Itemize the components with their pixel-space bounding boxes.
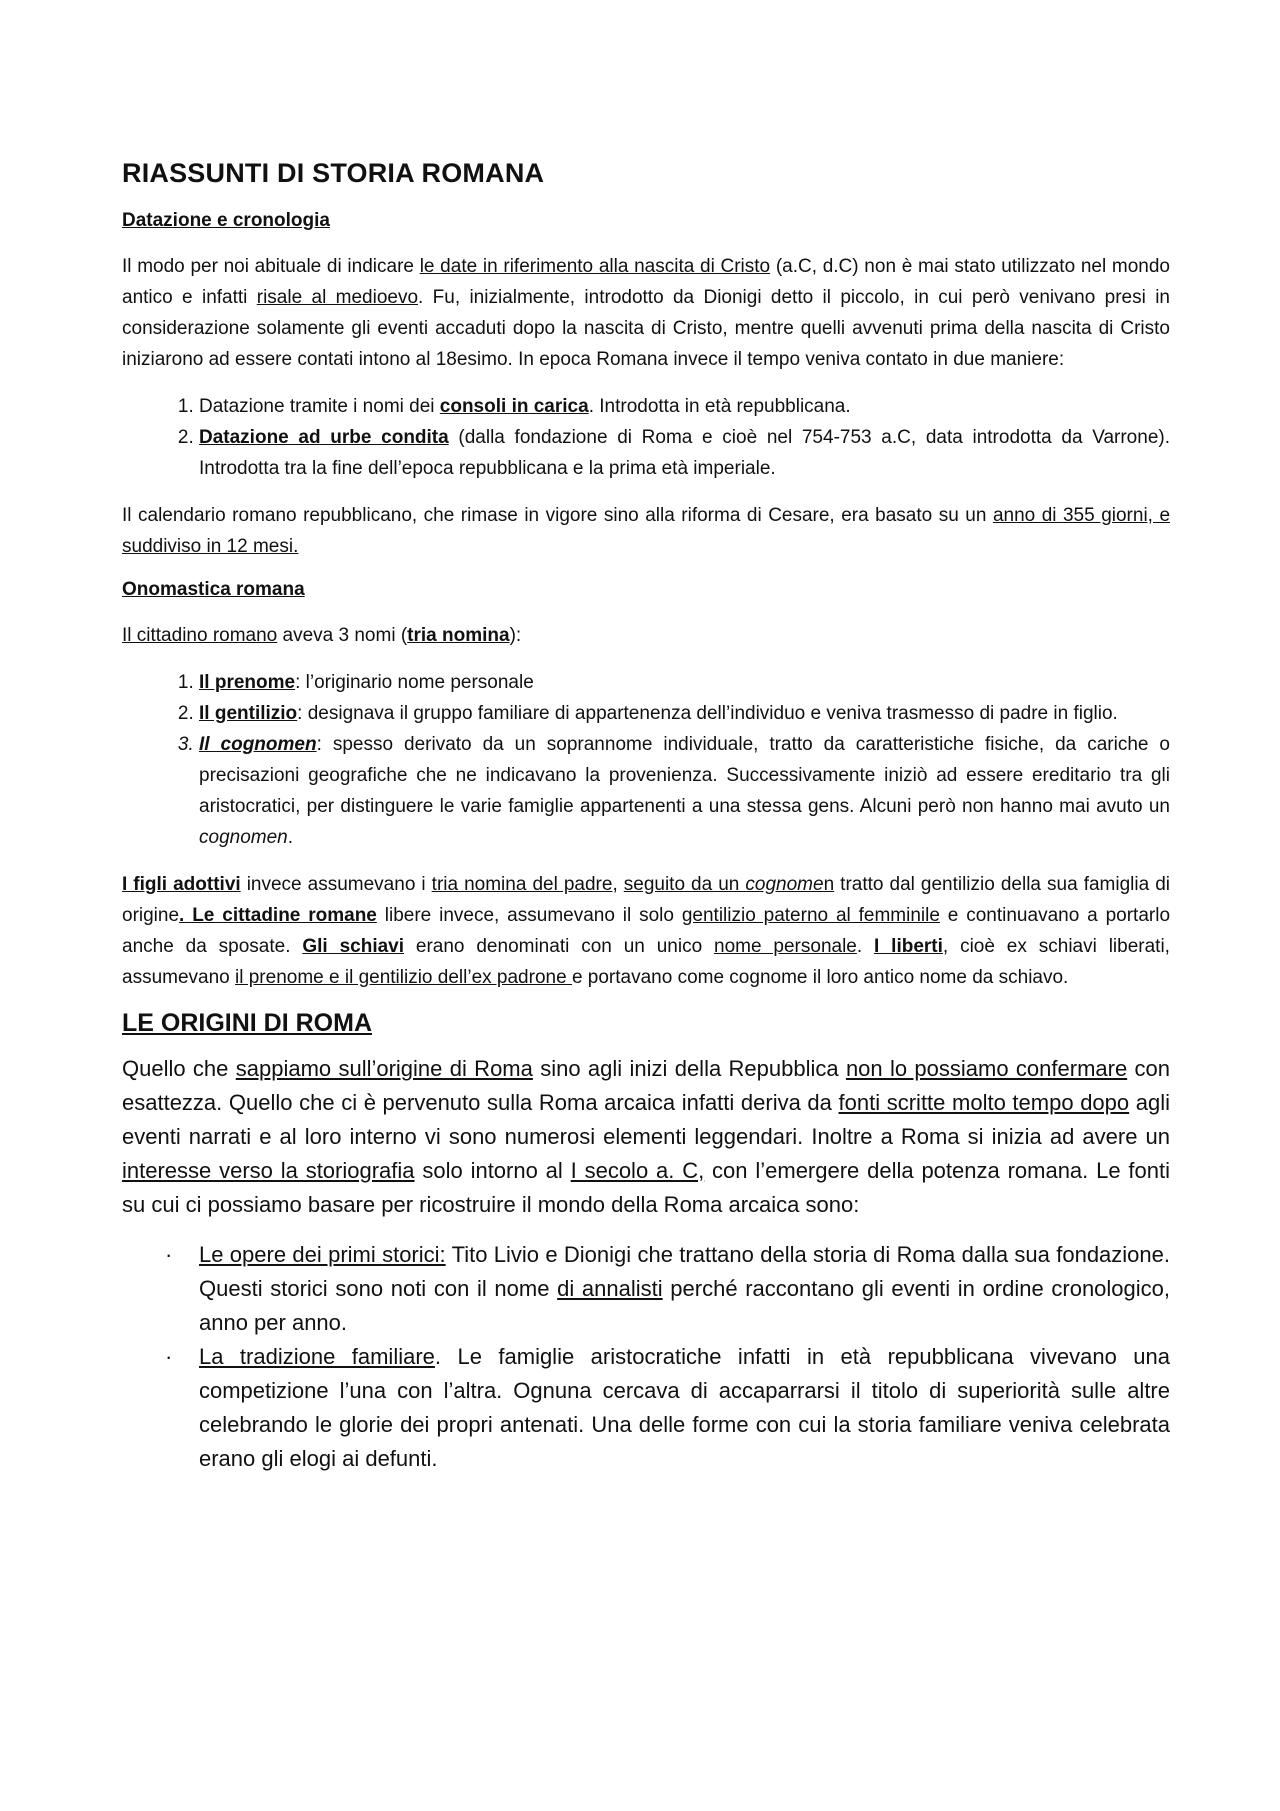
text: . bbox=[856, 936, 875, 957]
text: Il calendario romano repubblicano, che rimase in vigore sino alla riforma di Cesare, era basato su un bbox=[122, 505, 993, 526]
underlined-text: nome personale bbox=[714, 936, 857, 957]
bold-underlined-text: Il cognomen bbox=[199, 734, 317, 755]
underlined-text: seguito da un bbox=[623, 874, 746, 895]
text: agli eventi narrati e al loro interno vi sono numerosi elementi leggendari. Inoltre a Roma si inizia ad avere un bbox=[122, 1090, 1171, 1149]
bold-underlined-text: . Le cittadine romane bbox=[179, 905, 377, 926]
section-heading-origini: LE ORIGINI DI ROMA bbox=[122, 1009, 372, 1037]
underlined-text: La tradizione familiare bbox=[199, 1344, 435, 1369]
paragraph-figli-adottivi bbox=[122, 869, 1170, 993]
italic-text: cognomen bbox=[199, 827, 288, 848]
bullet-glyph: · bbox=[165, 1242, 173, 1267]
italic-underlined-text: cognome bbox=[745, 874, 824, 895]
bold-underlined-text: Il gentilizio bbox=[199, 703, 298, 724]
text: tratto dal gentilizio della sua famiglia di origine bbox=[122, 874, 1170, 926]
section-heading-datazione: Datazione e cronologia bbox=[122, 210, 330, 231]
text: , bbox=[612, 874, 624, 895]
underlined-text: I secolo a. C, bbox=[570, 1158, 705, 1183]
underlined-text: Il cittadino romano bbox=[122, 625, 278, 646]
underlined-text: fonti scritte molto tempo dopo bbox=[838, 1090, 1130, 1115]
list-item bbox=[199, 729, 1170, 853]
bold-underlined-text: Datazione ad urbe condita bbox=[199, 427, 449, 448]
text: Quello che bbox=[122, 1056, 236, 1081]
underlined-text: le date in riferimento alla nascita di Cristo bbox=[419, 256, 771, 277]
text: e portavano come cognome il loro antico nome da schiavo. bbox=[571, 967, 1069, 988]
list-item bbox=[199, 698, 1170, 729]
list-item bbox=[165, 1238, 1171, 1340]
bullet-list-fonti bbox=[122, 1238, 1170, 1476]
underlined-text: il prenome e il gentilizio dell’ex padrone bbox=[235, 967, 572, 988]
document-title: RIASSUNTI DI STORIA ROMANA bbox=[122, 158, 545, 188]
text: libere invece, assumevano il solo bbox=[376, 905, 682, 926]
text: : spesso derivato da un soprannome individuale, tratto da caratteristiche fisiche, da cariche o precisazioni geografiche che ne indicavano la provenienza. Successivamente iniziò ad essere ereditario tra gli aristocratici, per distinguere le varie famiglie appartenenti a una stessa gens. Alcuni però non hanno mai avuto un bbox=[199, 734, 1170, 817]
text: solo intorno al bbox=[414, 1158, 571, 1183]
list-item bbox=[199, 422, 1170, 484]
underlined-text: non lo possiamo confermare bbox=[845, 1056, 1128, 1081]
underlined-text: anno di 355 giorni, e suddiviso in 12 mesi. bbox=[122, 505, 1171, 557]
bold-underlined-text: I liberti bbox=[874, 936, 943, 957]
underlined-text: risale al medioevo bbox=[256, 287, 419, 308]
underlined-text: gentilizio paterno al femminile bbox=[681, 905, 940, 926]
paragraph-onomastica-intro bbox=[122, 620, 1170, 651]
bold-underlined-text: consoli in carica bbox=[439, 396, 589, 417]
section-heading-onomastica: Onomastica romana bbox=[122, 579, 305, 600]
text: ): bbox=[509, 625, 522, 646]
text: (dalla fondazione di Roma e cioè nel 754-753 a.C, data introdotta da Varrone). Introdotta tra la fine dell’epoca repubblicana e la prima età imperiale. bbox=[199, 427, 1170, 479]
numbered-list-datazione bbox=[122, 391, 1170, 484]
text: Datazione tramite i nomi dei bbox=[199, 396, 440, 417]
text: : l’originario nome personale bbox=[295, 672, 534, 693]
underlined-text: Le opere dei primi storici: bbox=[199, 1242, 446, 1267]
text: con esattezza. Quello che ci è pervenuto sulla Roma arcaica infatti deriva da bbox=[122, 1056, 1170, 1115]
list-item bbox=[199, 391, 1170, 422]
text: aveva 3 nomi ( bbox=[277, 625, 408, 646]
underlined-text: sappiamo sull’origine di Roma bbox=[235, 1056, 533, 1081]
text: invece assumevano i bbox=[240, 874, 432, 895]
text: sino agli inizi della Repubblica bbox=[532, 1056, 846, 1081]
bold-underlined-text: Gli schiavi bbox=[302, 936, 405, 957]
text: Il modo per noi abituale di indicare bbox=[122, 256, 420, 277]
text: . Fu, inizialmente, introdotto da Dionigi detto il piccolo, in cui però venivano presi in considerazione solamente gli eventi accaduti dopo la nascita di Cristo, mentre quelli avvenuti prima della nascita di Cristo iniziarono ad essere contati intono al 18esimo. In epoca Romana invece il tempo veniva contato in due maniere: bbox=[122, 287, 1170, 370]
paragraph-calendario bbox=[122, 500, 1170, 562]
bold-underlined-text: Il prenome bbox=[199, 672, 296, 693]
text: , cioè ex schiavi liberati, assumevano bbox=[122, 936, 1170, 988]
section-origini bbox=[122, 1009, 1170, 1476]
paragraph-origini bbox=[122, 1052, 1170, 1222]
text: e continuavano a portarlo anche da sposate. bbox=[122, 905, 1171, 957]
text: . Le famiglie aristocratiche infatti in età repubblicana vivevano una competizione l’una con l’altra. Ognuna cercava di accaparrarsi il titolo di superiorità sulle altre celebrando le glorie dei propri antenati. Una delle forme con cui la storia familiare veniva celebrata erano gli elogi ai defunti. bbox=[199, 1344, 1170, 1471]
list-item bbox=[199, 667, 1170, 698]
underlined-text: n bbox=[823, 874, 835, 895]
text: Tito Livio e Dionigi che trattano della storia di Roma dalla sua fondazione. Questi storici sono noti con il nome bbox=[199, 1242, 1170, 1301]
text: erano denominati con un unico bbox=[404, 936, 715, 957]
underlined-text: interesse verso la storiografia bbox=[122, 1158, 415, 1183]
paragraph-datazione bbox=[122, 251, 1170, 375]
bullet-glyph: · bbox=[165, 1344, 173, 1369]
bold-underlined-text: I figli adottivi bbox=[122, 874, 241, 895]
underlined-text: di annalisti bbox=[557, 1276, 663, 1301]
text: . Introdotta in età repubblicana. bbox=[588, 396, 851, 417]
text: : designava il gruppo familiare di appartenenza dell’individuo e veniva trasmesso di padre in figlio. bbox=[297, 703, 1118, 724]
text: . bbox=[287, 827, 294, 848]
underlined-text: tria nomina del padre bbox=[431, 874, 613, 895]
list-item bbox=[165, 1340, 1170, 1476]
numbered-list-nomi bbox=[122, 667, 1170, 853]
text: perché raccontano gli eventi in ordine cronologico, anno per anno. bbox=[199, 1276, 1171, 1335]
text: con l’emergere della potenza romana. Le fonti su cui ci possiamo basare per ricostruire il mondo della Roma arcaica sono: bbox=[122, 1158, 1171, 1217]
text: (a.C, d.C) non è mai stato utilizzato nel mondo antico e infatti bbox=[122, 256, 1170, 308]
bold-underlined-text: tria nomina bbox=[407, 625, 510, 646]
